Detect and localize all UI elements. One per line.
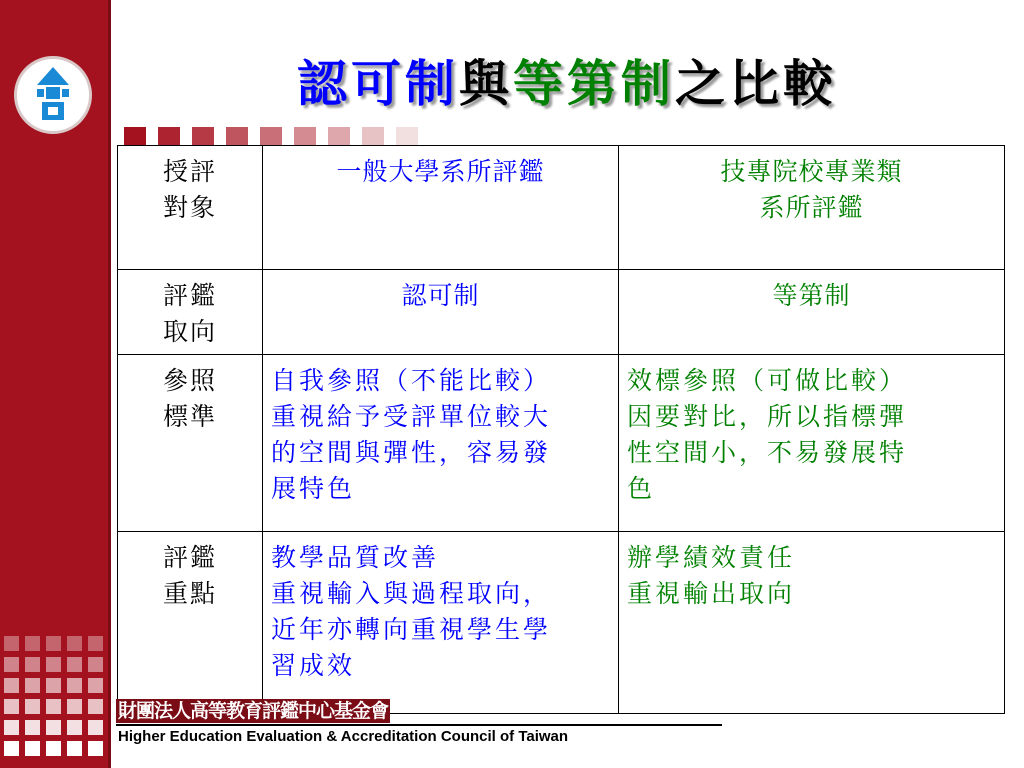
- decorative-grid-square: [88, 720, 103, 735]
- decorative-grid-square: [67, 741, 82, 756]
- decorative-grid-square: [46, 720, 61, 735]
- decorative-grid-square: [46, 678, 61, 693]
- decorative-square: [226, 127, 248, 146]
- decorative-grid-square: [46, 636, 61, 651]
- decorative-grid-square: [25, 699, 40, 714]
- cell-self-reference: 自我參照（不能比較） 重視給予受評單位較大 的空間與彈性，容易發 展特色: [263, 355, 619, 532]
- column-header-general-university: 一般大學系所評鑑: [263, 146, 619, 270]
- decorative-grid-square: [88, 636, 103, 651]
- decorative-grid-square: [67, 636, 82, 651]
- column-header-technical-college: 技專院校專業類 系所評鑑: [619, 146, 1005, 270]
- decorative-grid-square: [67, 720, 82, 735]
- decorative-grid-square: [46, 657, 61, 672]
- decorative-square: [124, 127, 146, 146]
- row-label-evaluation-focus: 評鑑 重點: [118, 532, 263, 714]
- decorative-grid-square: [46, 699, 61, 714]
- decorative-grid-square: [88, 699, 103, 714]
- cell-accountability: 辦學績效責任 重視輸出取向: [619, 532, 1005, 714]
- decorative-grid-square: [67, 657, 82, 672]
- row-label-reference-standard: 參照 標準: [118, 355, 263, 532]
- decorative-grid-square: [46, 741, 61, 756]
- title-part-and: 與: [459, 54, 513, 113]
- decorative-grid-square: [88, 741, 103, 756]
- decorative-grid-square: [4, 699, 19, 714]
- row-label-evaluation-orientation: 評鑑 取向: [118, 270, 263, 355]
- house-arrow-logo-icon: [14, 56, 92, 134]
- decorative-square: [294, 127, 316, 146]
- decorative-grid-square: [25, 657, 40, 672]
- footer-organization-chinese: 財團法人高等教育評鑑中心基金會: [118, 700, 389, 722]
- title-part-comparison: 之比較: [675, 54, 837, 113]
- decorative-square: [192, 127, 214, 146]
- decorative-square: [260, 127, 282, 146]
- decorative-grid-square: [4, 741, 19, 756]
- footer-organization-english: Higher Education Evaluation & Accreditation Council of Taiwan: [118, 728, 569, 745]
- decorative-grid-square: [25, 720, 40, 735]
- decorative-square: [396, 127, 418, 146]
- decorative-grid-square: [4, 636, 19, 651]
- cell-criterion-reference: 效標參照（可做比較） 因要對比，所以指標彈 性空間小，不易發展特 色: [619, 355, 1005, 532]
- table-row: [118, 146, 1005, 270]
- footer-divider: [116, 724, 722, 726]
- cell-accreditation-system: 認可制: [263, 270, 619, 355]
- decorative-grid-square: [67, 699, 82, 714]
- page-title: [110, 44, 1024, 116]
- decorative-square: [328, 127, 350, 146]
- table-row: [118, 532, 1005, 714]
- cell-teaching-quality: 教學品質改善 重視輸入與過程取向， 近年亦轉向重視學生學 習成效: [263, 532, 619, 714]
- decorative-grid-square: [25, 636, 40, 651]
- decorative-grid-square: [4, 678, 19, 693]
- decorative-grid-square: [67, 678, 82, 693]
- decorative-grid-square: [88, 657, 103, 672]
- comparison-table: [117, 145, 1005, 714]
- decorative-grid-square: [25, 678, 40, 693]
- table-row: [118, 270, 1005, 355]
- decorative-grid-square: [25, 741, 40, 756]
- decorative-square: [362, 127, 384, 146]
- table-row: [118, 355, 1005, 532]
- row-label-evaluated-target: 授評 對象: [118, 146, 263, 270]
- decorative-grid-square: [4, 720, 19, 735]
- title-part-accreditation: 認可制: [297, 54, 459, 113]
- title-part-grading: 等第制: [513, 54, 675, 113]
- decorative-grid-square: [88, 678, 103, 693]
- decorative-grid-square: [4, 657, 19, 672]
- cell-grading-system: 等第制: [619, 270, 1005, 355]
- decorative-square: [158, 127, 180, 146]
